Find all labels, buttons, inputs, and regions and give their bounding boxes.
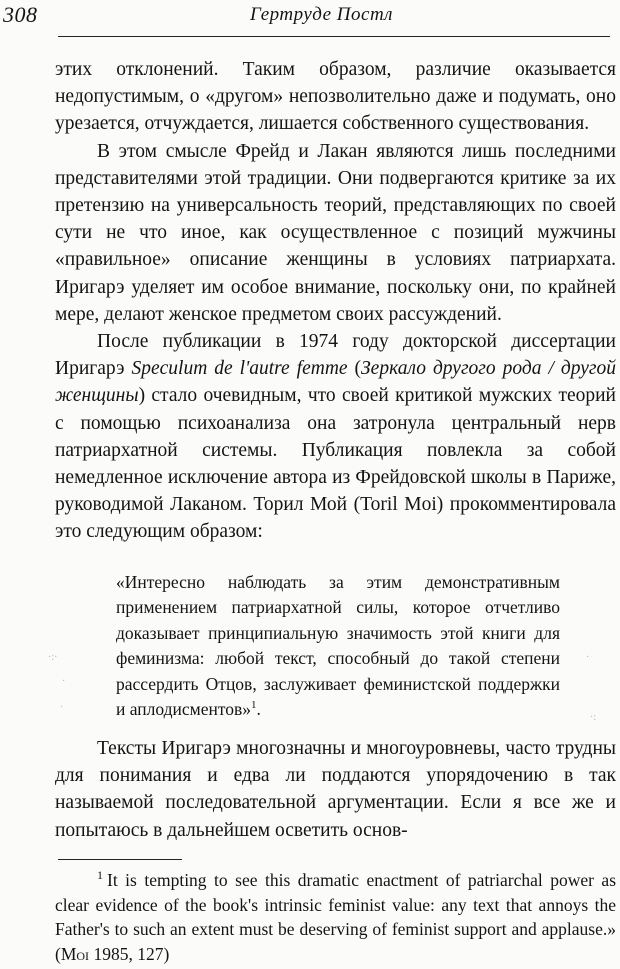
- footnote-text: It is tempting to see this dramatic enactment of patriarchal power as clear evidence of the book's intrinsic feminist value: any text that annoys the Father's to such an extent must be deserving of feminist support and applause.» (: [55, 870, 616, 964]
- scan-speck: ·:·: [48, 652, 58, 663]
- paragraph-2: В этом смысле Фрейд и Лакан являются лишь последними представителями этой традиции. Они подвергаются критике за их претензию на универсальность теорий, представляющих по своей сути не что иное, как осуществленное с позиций мужчины «правильное» описание женщины в условиях патриархата. Иригарэ уделяет им особое внимание, поскольку они, по крайней мере, делают женское предметом своих рассуждений.: [55, 140, 616, 325]
- footnote-mark: 1: [97, 868, 103, 883]
- paragraph-3-paren: (: [347, 358, 362, 380]
- scan-speck: ·: [62, 676, 66, 687]
- quote-text: «Интересно наблюдать за этим демонстративным применением патриархатной силы, которое отчетливо доказывает принципиальную значимость этой книги для феминизма: любой текст, способный до такой степени рассердить Отцов, заслуживает феминистской поддержки и аплодисментов»: [116, 572, 560, 720]
- book-title-russian: Зеркало другого рода / другой женщины: [55, 358, 616, 407]
- page-number: 308: [3, 2, 38, 27]
- quote-paragraph: [116, 570, 560, 722]
- footnote: [55, 868, 616, 966]
- header-rule: [58, 36, 610, 37]
- footnote-rule: [58, 859, 182, 860]
- paragraph-3-text-end: ) стало очевидным, что своей критикой мужских теорий с помощью психоанализа она затронула центральный нерв патриархатной системы. Публикация повлекла за собой немедленное исключение автора из Фрейдовской школы в Париже, руководимой Лаканом. Торил Мой (Toril Moi) прокомментировала это следующим образом:: [55, 385, 616, 543]
- body-text-continued: [55, 735, 616, 844]
- page-header: [0, 0, 620, 40]
- paragraph-1: этих отклонений. Таким образом, различие оказывается недопустимым, о «другом» непозволительно даже и подумать, оно урезается, отчуждается, лишается собственного существования.: [55, 59, 616, 135]
- paragraph-4: Тексты Иригарэ многозначны и многоуровневы, часто трудны для понимания и едва ли поддаются упорядочению в так называемой последовательной аргументации. Если я все же и попытаюсь в дальнейшем осветить основ-: [55, 738, 616, 841]
- body-text: [55, 56, 616, 546]
- running-head: Гертруде Постл: [250, 4, 393, 25]
- footnote-citation: 1985, 127): [89, 943, 170, 964]
- scan-speck: ·: [60, 702, 64, 713]
- book-title-french: Speculum de l'autre femme: [131, 358, 348, 380]
- footnote-author: Moi: [60, 943, 90, 964]
- scan-speck: ·: [586, 652, 590, 663]
- footnote-paragraph: [55, 868, 616, 966]
- scan-speck: ·:: [590, 712, 597, 723]
- quote-end: .: [256, 699, 261, 720]
- paragraph-3-text-start: После публикации в 1974 году докторской диссертации Иригарэ: [55, 331, 616, 380]
- footnote-reference[interactable]: 1: [251, 699, 257, 712]
- block-quote: [116, 570, 560, 722]
- paragraph-3: [55, 328, 616, 546]
